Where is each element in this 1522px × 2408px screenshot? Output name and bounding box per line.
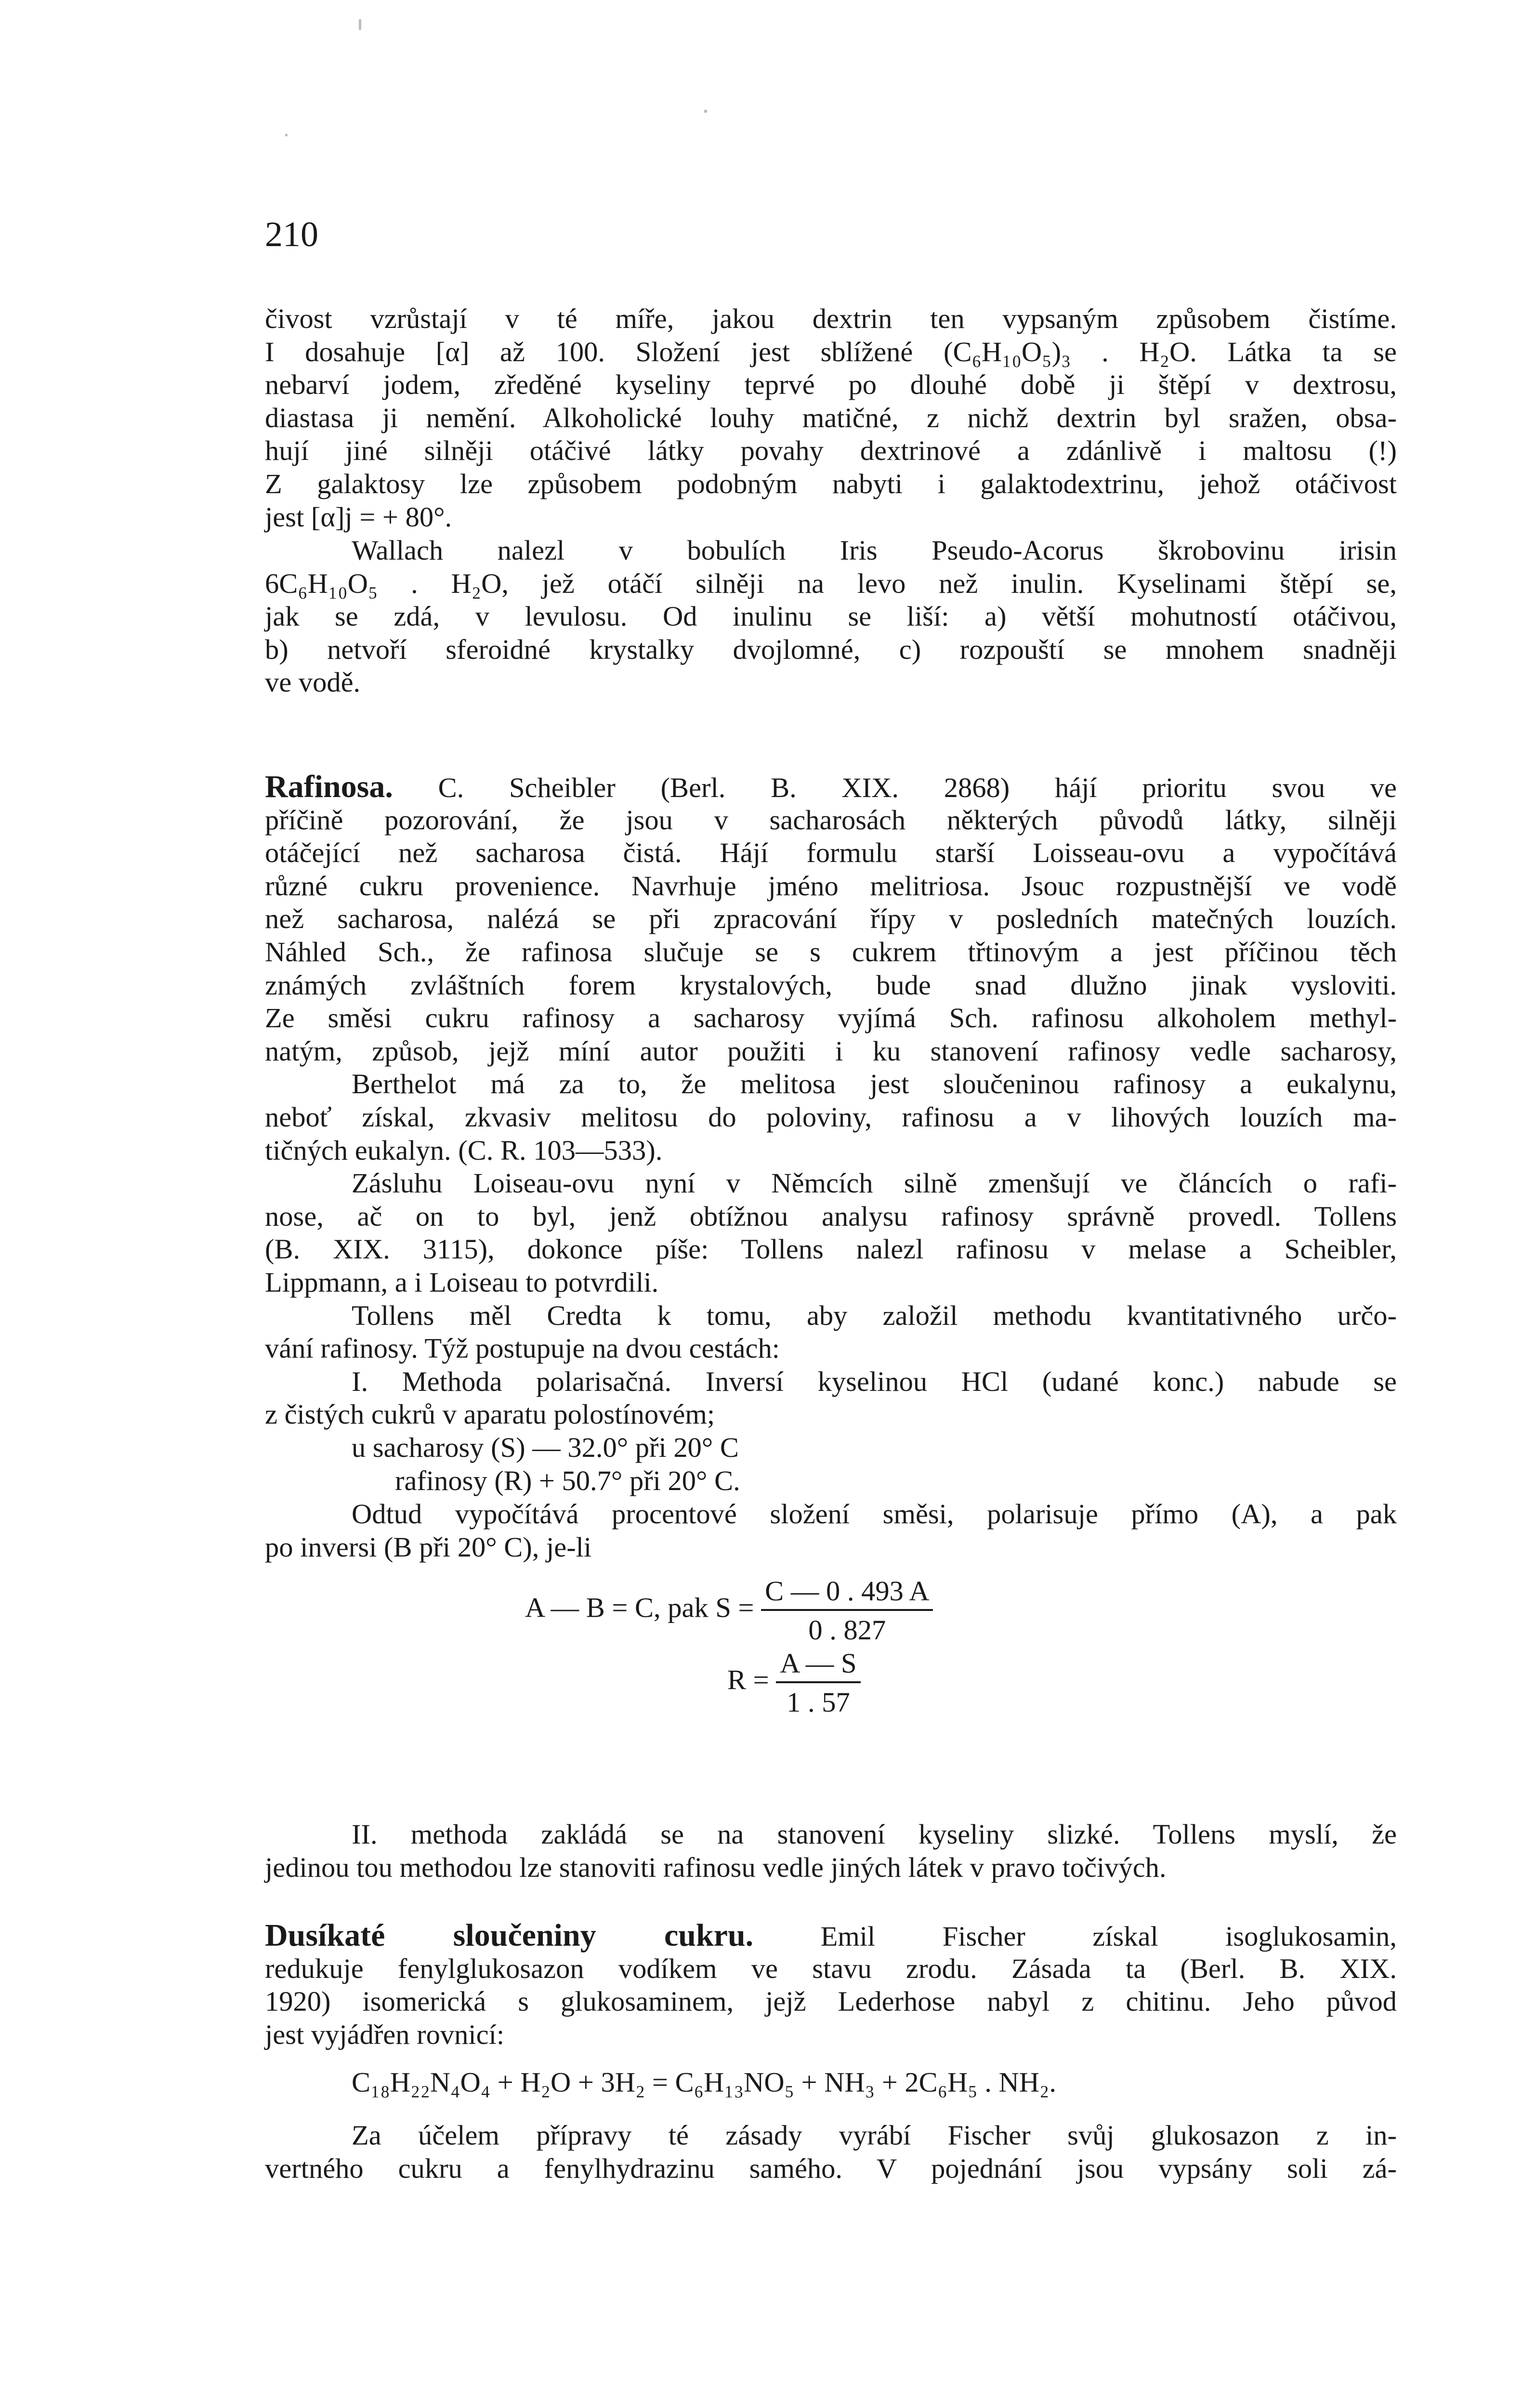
text-line: čivost vzrůstají v té míře, jakou dextrin ten vypsaným způsobem čistíme. bbox=[265, 303, 1397, 334]
fraction bbox=[761, 1575, 933, 1646]
fraction-denominator: 1 . 57 bbox=[787, 1687, 850, 1718]
text-line: vertného cukru a fenylhydrazinu samého. V pojednání jsou vypsány soli zá- bbox=[265, 2152, 1397, 2184]
text-line: z čistých cukrů v aparatu polostínovém; bbox=[265, 1399, 715, 1430]
text-line: po inversi (B při 20° C), je-li bbox=[265, 1531, 592, 1563]
rafinosa-section bbox=[265, 771, 1397, 1431]
text-line: rafinosy (R) + 50.7° při 20° C. bbox=[395, 1465, 740, 1496]
paragraph-11 bbox=[265, 2119, 1397, 2185]
text-line: jedinou tou methodou lze stanoviti rafinosu vedle jiných látek v pravo točivých. bbox=[265, 1851, 1167, 1883]
text-line: Zásluhu Loiseau-ovu nyní v Němcích silně zmenšují ve článcích o rafi- bbox=[352, 1167, 1397, 1199]
text-line: Lippmann, a i Loiseau to potvrdili. bbox=[265, 1266, 659, 1298]
text-line: nebarví jodem, zředěné kyseliny teprvé po dlouhé době ji štěpí v dextrosu, bbox=[265, 369, 1397, 401]
text-line: otáčející než sacharosa čistá. Hájí formulu starší Loisseau-ovu a vypočítává bbox=[265, 837, 1397, 869]
text-line: I dosahuje [α] až 100. Složení jest sblížené (C₆H₁₀O₅)₃ . H₂O. Látka ta se bbox=[265, 336, 1397, 367]
text-line: hují jiné silněji otáčivé látky povahy dextrinové a zdánlivě i maltosu (!) bbox=[265, 435, 1397, 467]
text-line: ve vodě. bbox=[265, 667, 361, 698]
paragraph-1 bbox=[265, 302, 1397, 534]
formula-s bbox=[525, 1575, 933, 1646]
fraction-numerator: A — S bbox=[776, 1647, 860, 1683]
text-line: diastasa ji nemění. Alkoholické louhy matičné, z nichž dextrin byl sražen, obsa- bbox=[265, 402, 1397, 433]
text-line: u sacharosy (S) — 32.0° při 20° C bbox=[352, 1432, 739, 1463]
text-line: Odtud vypočítává procentové složení směsi, polarisuje přímo (A), a pak bbox=[352, 1498, 1397, 1530]
paragraph-8 bbox=[265, 1498, 1397, 1564]
text-line: Za účelem přípravy té zásady vyrábí Fischer svůj glukosazon z in- bbox=[352, 2120, 1397, 2151]
rotation-values bbox=[352, 1431, 930, 1497]
paragraph-2 bbox=[265, 534, 1397, 699]
text-line: jak se zdá, v levulosu. Od inulinu se liší: a) větší mohutností otáčivou, bbox=[265, 601, 1397, 632]
text-fragment: C. Scheibler (Berl. B. XIX. 2868) hájí prioritu svou ve bbox=[438, 772, 1397, 803]
text-line: neboť získal, zkvasiv melitosu do poloviny, rafinosu a v lihových louzích ma- bbox=[265, 1101, 1397, 1133]
chemical-equation: C₁₈H₂₂N₄O₄ + H₂O + 3H₂ = C₆H₁₃NO₅ + NH₃ + 2C₆H₅ . NH₂. bbox=[352, 2067, 1057, 2098]
text-line: než sacharosa, nalézá se při zpracování řípy v posledních matečných louzích. bbox=[265, 903, 1397, 935]
text-line: redukuje fenylglukosazon vodíkem ve stavu zrodu. Zásada ta (Berl. B. XIX. bbox=[265, 1952, 1397, 1984]
text-line: příčině pozorování, že jsou v sacharosách některých původů látky, silněji bbox=[265, 804, 1397, 836]
fraction-denominator: 0 . 827 bbox=[808, 1614, 886, 1646]
text-line: známých zvláštních forem krystalových, bude snad dlužno jinak vysloviti. bbox=[265, 969, 1397, 1001]
text-line: jest [α]j = + 80°. bbox=[265, 501, 452, 533]
text-line: jest vyjádřen rovnicí: bbox=[265, 2018, 505, 2050]
text-line: 6C₆H₁₀O₅ . H₂O, jež otáčí silněji na levo než inulin. Kyselinami štěpí se, bbox=[265, 567, 1397, 599]
formula-r bbox=[727, 1647, 861, 1718]
text-line: vání rafinosy. Týž postupuje na dvou cestách: bbox=[265, 1333, 780, 1364]
paragraph-9 bbox=[265, 1818, 1397, 1884]
formula-lhs: A — B = C, pak S = bbox=[525, 1592, 754, 1623]
text-line: I. Methoda polarisačná. Inversí kyselinou HCl (udané konc.) nabude se bbox=[352, 1365, 1397, 1397]
text-line: Ze směsi cukru rafinosy a sacharosy vyjímá Sch. rafinosu alkoholem methyl- bbox=[265, 1002, 1397, 1034]
text-line: Z galaktosy lze způsobem podobným nabyti i galaktodextrinu, jehož otáčivost bbox=[265, 468, 1397, 499]
text-line: různé cukru provenience. Navrhuje jméno melitriosa. Jsouc rozpustnější ve vodě bbox=[265, 870, 1397, 902]
section-heading-dusikate: Dusíkaté sloučeniny cukru. bbox=[265, 1918, 754, 1953]
formula-lhs: R = bbox=[727, 1664, 769, 1696]
text-line: Náhled Sch., že rafinosa slučuje se s cukrem třtinovým a jest příčinou těch bbox=[265, 936, 1397, 968]
text-line bbox=[265, 1919, 1397, 1952]
text-line: tičných eukalyn. (C. R. 103—533). bbox=[265, 1134, 663, 1166]
document-page bbox=[265, 0, 1397, 2408]
page-number: 210 bbox=[265, 215, 318, 254]
text-line: (B. XIX. 3115), dokonce píše: Tollens nalezl rafinosu v melase a Scheibler, bbox=[265, 1233, 1397, 1265]
text-line: Tollens měl Credta k tomu, aby založil methodu kvantitativného určo- bbox=[352, 1299, 1397, 1331]
text-fragment: Emil Fischer získal isoglukosamin, bbox=[820, 1921, 1397, 1952]
text-line: natým, způsob, jejž míní autor použiti i ku stanovení rafinosy vedle sacharosy, bbox=[265, 1035, 1397, 1067]
fraction bbox=[776, 1647, 860, 1718]
text-line: II. methoda zakládá se na stanovení kyseliny slizké. Tollens myslí, že bbox=[352, 1819, 1397, 1850]
fraction-numerator: C — 0 . 493 A bbox=[761, 1575, 933, 1611]
text-line: 1920) isomerická s glukosaminem, jejž Lederhose nabyl z chitinu. Jeho původ bbox=[265, 1986, 1397, 2017]
text-line: b) netvoří sferoidné krystalky dvojlomné, c) rozpouští se mnohem snadněji bbox=[265, 633, 1397, 665]
section-heading-rafinosa: Rafinosa. bbox=[265, 769, 393, 804]
text-line: nose, ač on to byl, jenž obtížnou analysu rafinosy správně provedl. Tollens bbox=[265, 1200, 1397, 1232]
dusikate-section bbox=[265, 1919, 1397, 2051]
text-line bbox=[265, 771, 1397, 804]
text-line: Berthelot má za to, že melitosa jest sloučeninou rafinosy a eukalynu, bbox=[352, 1068, 1397, 1100]
text-line: Wallach nalezl v bobulích Iris Pseudo-Acorus škrobovinu irisin bbox=[352, 535, 1397, 566]
